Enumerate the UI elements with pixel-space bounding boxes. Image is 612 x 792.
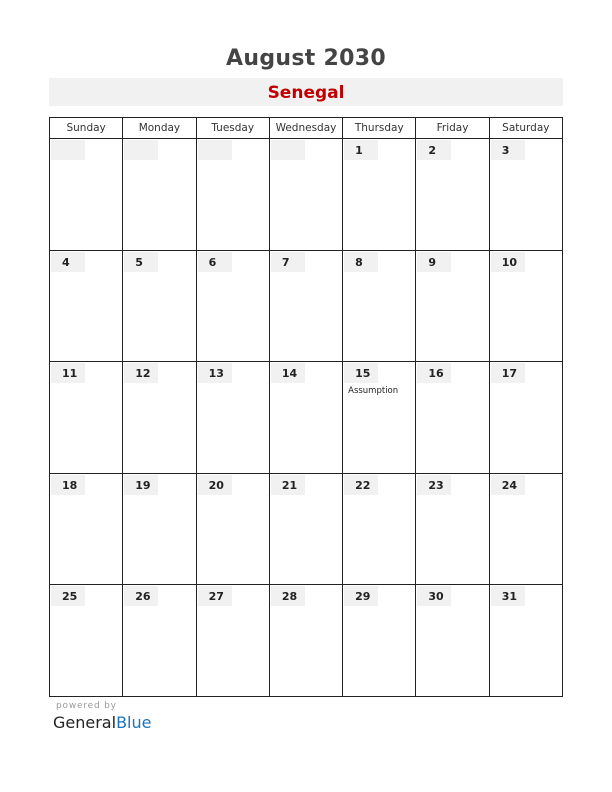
day-cell bbox=[416, 250, 489, 362]
day-number: 24 bbox=[491, 475, 525, 495]
day-number: 26 bbox=[124, 586, 158, 606]
powered-by-label: powered by bbox=[56, 701, 117, 711]
day-cell bbox=[343, 585, 416, 697]
day-number: 23 bbox=[417, 475, 451, 495]
day-cell bbox=[269, 139, 342, 251]
day-cell bbox=[50, 585, 123, 697]
day-cell bbox=[343, 473, 416, 585]
day-number: 20 bbox=[198, 475, 232, 495]
brand-blue: Blue bbox=[116, 713, 152, 732]
week-row bbox=[50, 473, 563, 585]
day-cell bbox=[196, 139, 269, 251]
day-number: 6 bbox=[198, 252, 232, 272]
day-number: 9 bbox=[417, 252, 451, 272]
day-cell bbox=[196, 473, 269, 585]
day-cell bbox=[489, 139, 562, 251]
day-number bbox=[124, 140, 158, 160]
brand-general: General bbox=[53, 713, 117, 732]
day-number: 5 bbox=[124, 252, 158, 272]
weekday-friday: Friday bbox=[416, 118, 489, 139]
day-cell bbox=[123, 585, 196, 697]
day-cell bbox=[196, 585, 269, 697]
day-number: 2 bbox=[417, 140, 451, 160]
day-number: 30 bbox=[417, 586, 451, 606]
day-cell bbox=[416, 362, 489, 474]
day-cell bbox=[269, 473, 342, 585]
day-cell bbox=[123, 139, 196, 251]
day-cell bbox=[123, 250, 196, 362]
day-cell bbox=[50, 362, 123, 474]
weekday-wednesday: Wednesday bbox=[269, 118, 342, 139]
day-cell bbox=[196, 362, 269, 474]
day-cell bbox=[489, 473, 562, 585]
day-number: 13 bbox=[198, 363, 232, 383]
week-row bbox=[50, 250, 563, 362]
day-number: 11 bbox=[51, 363, 85, 383]
generalblue-logo[interactable] bbox=[53, 713, 151, 732]
day-cell bbox=[343, 362, 416, 474]
weekday-saturday: Saturday bbox=[489, 118, 562, 139]
day-cell bbox=[343, 250, 416, 362]
day-cell bbox=[416, 139, 489, 251]
day-cell bbox=[50, 473, 123, 585]
day-number bbox=[198, 140, 232, 160]
day-cell bbox=[50, 250, 123, 362]
day-cell bbox=[123, 473, 196, 585]
weekday-sunday: Sunday bbox=[50, 118, 123, 139]
day-cell bbox=[269, 362, 342, 474]
country-banner bbox=[49, 78, 563, 106]
day-number: 4 bbox=[51, 252, 85, 272]
day-number: 7 bbox=[271, 252, 305, 272]
day-cell bbox=[416, 585, 489, 697]
day-number bbox=[51, 140, 85, 160]
day-number: 3 bbox=[491, 140, 525, 160]
day-number: 14 bbox=[271, 363, 305, 383]
day-cell bbox=[489, 250, 562, 362]
day-number: 8 bbox=[344, 252, 378, 272]
day-number: 17 bbox=[491, 363, 525, 383]
week-row bbox=[50, 585, 563, 697]
day-cell bbox=[489, 585, 562, 697]
day-number: 10 bbox=[491, 252, 525, 272]
week-row bbox=[50, 139, 563, 251]
day-number: 27 bbox=[198, 586, 232, 606]
day-number: 29 bbox=[344, 586, 378, 606]
day-number: 31 bbox=[491, 586, 525, 606]
week-row bbox=[50, 362, 563, 474]
holiday-label: Assumption bbox=[348, 386, 399, 397]
day-cell bbox=[416, 473, 489, 585]
day-number: 16 bbox=[417, 363, 451, 383]
day-cell bbox=[269, 585, 342, 697]
calendar-grid bbox=[49, 117, 563, 697]
day-cell bbox=[489, 362, 562, 474]
day-cell bbox=[123, 362, 196, 474]
day-number: 22 bbox=[344, 475, 378, 495]
day-cell bbox=[269, 250, 342, 362]
day-number: 18 bbox=[51, 475, 85, 495]
weekday-thursday: Thursday bbox=[343, 118, 416, 139]
day-cell bbox=[50, 139, 123, 251]
day-cell bbox=[196, 250, 269, 362]
day-number: 19 bbox=[124, 475, 158, 495]
day-cell bbox=[343, 139, 416, 251]
day-number: 15 bbox=[344, 363, 378, 383]
day-number bbox=[271, 140, 305, 160]
day-number: 1 bbox=[344, 140, 378, 160]
day-number: 28 bbox=[271, 586, 305, 606]
country-name: Senegal bbox=[267, 83, 345, 103]
weekday-header-row bbox=[50, 118, 563, 139]
day-number: 25 bbox=[51, 586, 85, 606]
day-number: 12 bbox=[124, 363, 158, 383]
day-number: 21 bbox=[271, 475, 305, 495]
weekday-monday: Monday bbox=[123, 118, 196, 139]
weekday-tuesday: Tuesday bbox=[196, 118, 269, 139]
page-title: August 2030 bbox=[226, 46, 386, 71]
